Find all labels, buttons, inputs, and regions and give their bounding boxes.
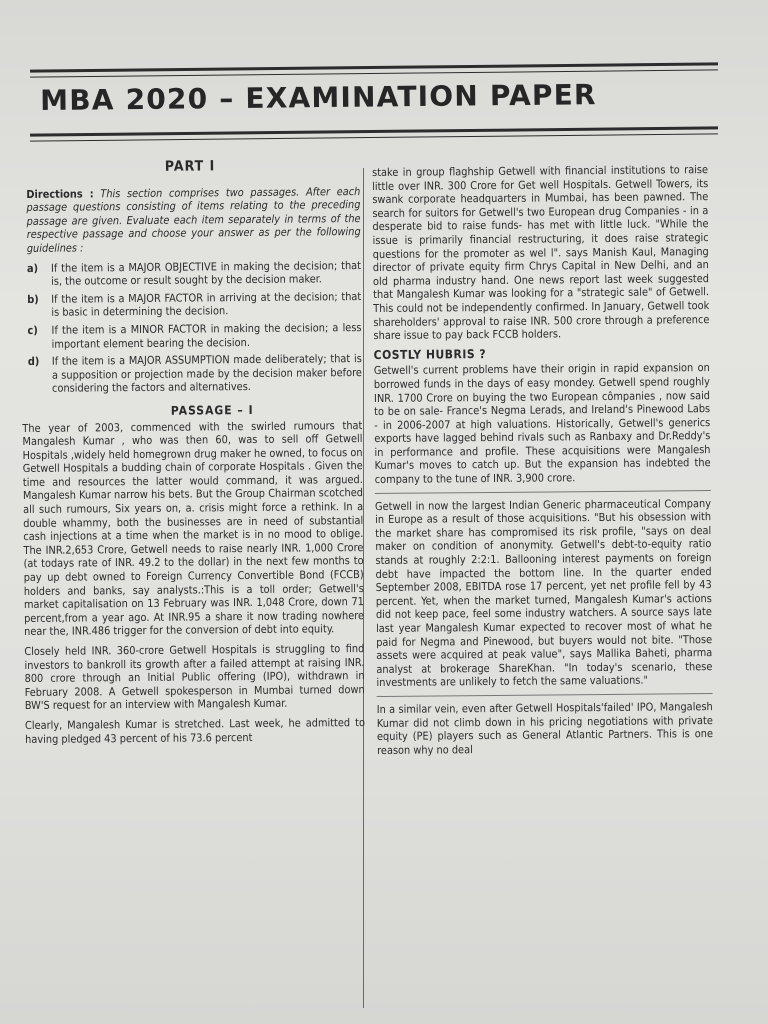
passage-paragraph: Getwell in now the largest Indian Generic pharmaceutical Company in Europe as a result of those acquisitions. "But his obsession with the market share has compromised its risk profile, "says on deal maker on condition of anonymity. Getwell's debt-to-equity ratio stands at roughly 2:2:1. Ballooning interest payments on foreign debt have impacted the bottom line. In the quarter ended September 2008, EBITDA rose 17 percent, yet net profile fell by 43 percent. Yet, when the market turned, Mangalesh Kumar's actions did not keep pace, feel some industry watchers. A source says late last year Mangalesh Kumar expected to recover most of what he paid for Negma and Pinewood, but buyers would not bite. "Those assets were acquired at peak value", says Mallika Baheti, pharma analyst at brokerage ShareKhan. "In today's scenario, these investments are unlikely to fetch the same valuations." bbox=[374, 496, 713, 690]
paragraph-rule bbox=[375, 490, 711, 494]
passage-title: PASSAGE – I bbox=[170, 402, 254, 418]
right-column bbox=[372, 163, 713, 763]
guideline-letter: d) bbox=[27, 354, 40, 369]
guideline-letter: c) bbox=[27, 323, 38, 337]
guideline-text: If the item is a MAJOR OBJECTIVE in making the decision; that is, the outcome or result sought by the decision maker. bbox=[50, 258, 362, 288]
passage-paragraph: Clearly, Mangalesh Kumar is stretched. Last week, he admitted to having pledged 43 percent of his 73.6 percent bbox=[24, 715, 366, 746]
passage-paragraph: Getwell's current problems have their origin in rapid expansion on borrowed funds in the days of easy mondey. Getwell spend roughly INR. 1700 Crore on buying the two European cômpanies , now said to be on sale- France's Negma Lerads, and Ireland's Pinewood Labs - in 2006-2007 at high valuations. Historically, Getwell's generics exports have lagged behind rivals such as Ranbaxy and Dr.Reddy's in performance and profile. These acquisitions were Mangalesh Kumar's moves to catch up. But the expansion has indebted the company to the tune of INR. 3,900 crore. bbox=[373, 361, 711, 487]
directions bbox=[26, 185, 361, 256]
passage-paragraph: Closely held INR. 360-crore Getwell Hospitals is struggling to find investors to bankroll its growth after a failed attempt at raising INR. 800 crore through an Initial Public offering (IPO), withdrawn in February 2008. A Getwell spokesperson in Mumbai turned down BW'S request for an interview with Mangalesh Kumar. bbox=[24, 642, 365, 713]
guideline-text: If the item is a MAJOR ASSUMPTION made deliberately; that is a supposition or projection made by the decision maker before considering the factors and alternatives. bbox=[51, 352, 362, 396]
directions-text: This section comprises two passages. After each passage questions consisting of items relating to the preceding passage are given. Evaluate each item separately in terms of the respective passage and choose your answer as per the following guidelines : bbox=[26, 184, 361, 255]
guideline-letter: b) bbox=[27, 292, 39, 306]
paragraph-rule bbox=[377, 693, 713, 697]
directions-label: Directions : bbox=[26, 186, 94, 201]
guideline-text: If the item is a MINOR FACTOR in making the decision; a less important element bearing the decision. bbox=[51, 320, 362, 351]
guideline-item bbox=[27, 290, 361, 320]
guideline-item bbox=[27, 259, 361, 289]
left-column bbox=[20, 153, 365, 752]
guideline-item bbox=[27, 321, 361, 351]
guideline-letter: a) bbox=[26, 261, 39, 275]
passage-paragraph: In a similar vein, even after Getwell Hospitals'failed' IPO, Mangalesh Kumar did not climb down in his pricing negotiations with private equity (PE) players such as General Atlantic Partners. This is one reason why no deal bbox=[376, 700, 714, 757]
page-title: MBA 2020 – EXAMINATION PAPER bbox=[40, 78, 597, 117]
part-title: PART I bbox=[164, 158, 216, 175]
section-subheading: COSTLY HUBRIS ? bbox=[373, 346, 487, 362]
guideline-item bbox=[28, 352, 362, 396]
passage-paragraph: stake in group flaghship Getwell with financial institutions to raise little over INR. 300 Crore for Get well Hospitals. Getwell Towers, its swank corporate headquarters in Mumbai, has been pawned. The search for suitors for Getwell's two European drug Companies - in a desperate bid to raise funds- has met with little luck. "While the issue is primarily financial restructuring, it does raise strategic questions for the promoter as wel l". says Manish Kaul, Managing director of private equity firm Chrys Capital in New Delhi, and an old pharma industry hand. One news report last week suggested that Mangalesh Kumar was looking for a "strategic sale" of Getwell. This could not be independently confirmed. In January, Getwell took shareholders' approval to raise INR. 500 crore through a preference share issue to pay back FCCB holders. bbox=[372, 163, 710, 343]
passage-paragraph: The year of 2003, commenced with the swirled rumours that Mangalesh Kumar , who was then 60, was to sell off Getwell Hospitals ,widely held homegrown drug maker he owned, to focus on Getwell Hospitals a budding chain of corporate Hospitals . Given the time and resources the latter would command, it was argued. Mangalesh Kumar narrow his bets. But the Group Chairman scotched all such rumours, Six years on, a. crisis might force a rethink. In a double whammy, both the businesses are in need of substantial cash injections at a time when the market is in no mood to oblige. The INR.2,653 Crore, Getwell needs to raise nearly INR. 1,000 Crore (at todays rate of INR. 49.2 to the dollar) in the next few months to pay up debt owned to Foreign Currency Convertible Bond (FCCB) holders and banks, say analysts.:This is a toll order; Getwell's market capitalisation on 13 February was INR. 1,048 Crore, down 71 percent,from a year ago. At INR.95 a share it now trading nowhere near the, INR.486 trigger for the conversion of debt into equity. bbox=[22, 418, 365, 639]
guideline-text: If the item is a MAJOR FACTOR in arriving at the decision; that is basic in determining the decision. bbox=[51, 289, 362, 320]
